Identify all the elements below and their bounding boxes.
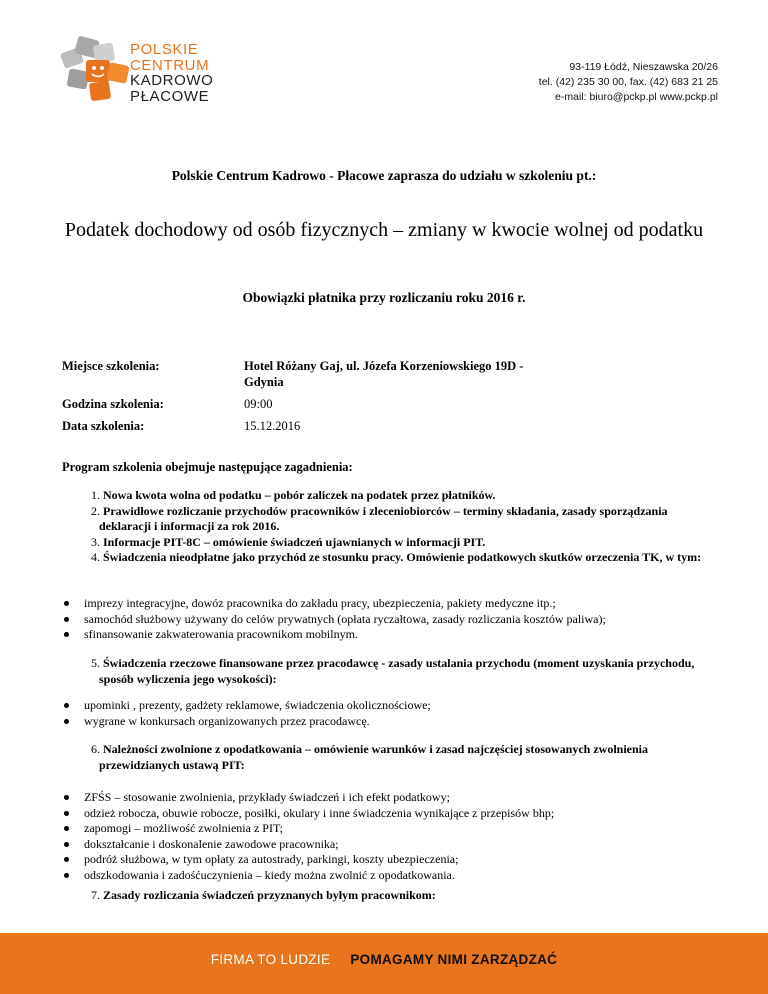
list-item: dokształcanie i doskonalenie zawodowe pracownika; [62, 837, 722, 853]
list-item: 6. Należności zwolnione z opodatkowania – omówienie warunków i zasad najczęściej stosowanych zwolnienia przewidzianych ustawą PIT: [91, 742, 648, 772]
footer-slogan-left: FIRMA TO LUDZIE [210, 952, 331, 967]
list-item: samochód służbowy używany do celów prywatnych (opłata ryczałtowa, zasady rozliczania kosztów paliwa); [62, 612, 722, 628]
bullet-list [62, 596, 722, 643]
program-point-5 [62, 656, 722, 687]
program-points-1-4 [62, 488, 722, 566]
list-item: odzież robocza, obuwie robocze, posiłki, okulary i inne świadczenia wynikające z przepisów bhp; [62, 806, 722, 822]
info-row-time [62, 396, 554, 412]
logo-line-3: KADROWO [130, 72, 214, 89]
info-row-date [62, 418, 554, 434]
list-item: odszkodowania i zadośćuczynienia – kiedy można zwolnić z opodatkowania. [62, 868, 722, 884]
training-subtitle: Obowiązki płatnika przy rozliczaniu roku 2016 r. [242, 290, 526, 305]
logo-line-1: POLSKIE [130, 41, 199, 58]
contact-address: 93-119 Łódź, Nieszawska 20/26 [569, 61, 718, 73]
bullets-point-6 [62, 790, 722, 883]
program-heading: Program szkolenia obejmuje następujące zagadnienia: [62, 460, 353, 474]
info-row-place [62, 358, 554, 390]
list-item: sfinansowanie zakwaterowania pracownikom mobilnym. [62, 627, 722, 643]
contact-phone: tel. (42) 235 30 00, fax. (42) 683 21 25 [538, 76, 718, 88]
list-item: 5. Świadczenia rzeczowe finansowane przez pracodawcę - zasady ustalania przychodu (moment uzyskania przychodu, sposób wyliczenia jego wysokości): [91, 656, 695, 686]
time-value: 09:00 [244, 397, 273, 411]
list-item: 3. Informacje PIT-8C – omówienie świadczeń ujawnianych w informacji PIT. [91, 534, 486, 549]
list-item: 2. Prawidłowe rozliczanie przychodów pracowników i zleceniobiorców – terminy składania, zasady sporządzania deklaracji i informacji za rok 2016. [91, 503, 668, 533]
list-item: upominki , prezenty, gadżety reklamowe, świadczenia okolicznościowe; [62, 698, 722, 714]
list-item: imprezy integracyjne, dowóz pracownika do zakładu pracy, ubezpieczenia, pakiety medyczne itp.; [62, 596, 722, 612]
place-value: Hotel Różany Gaj, ul. Józefa Korzeniowskiego 19D - Gdynia [244, 359, 524, 389]
invitation-line: Polskie Centrum Kadrowo - Płacowe zaprasza do udziału w szkoleniu pt.: [171, 168, 597, 183]
list-item: ZFŚS – stosowanie zwolnienia, przykłady świadczeń i ich efekt podatkowy; [62, 790, 722, 806]
list-item: 1. Nowa kwota wolna od podatku – pobór zaliczek na podatek przez płatników. [91, 488, 496, 502]
logo-wordmark [130, 42, 213, 104]
contact-email[interactable]: e-mail: biuro@pckp.pl www.pckp.pl [555, 91, 718, 103]
list-item: 4. Świadczenia nieodpłatne jako przychód ze stosunku pracy. Omówienie podatkowych skutków orzeczenia TK, w tym: [91, 550, 702, 564]
logo-line-2: CENTRUM [130, 56, 210, 74]
list-item: wygrane w konkursach organizowanych przez pracodawcę. [62, 714, 722, 730]
footer-slogan-right: POMAGAMY NIMI ZARZĄDZAĆ [350, 952, 558, 967]
contact-block [539, 60, 718, 105]
list-item: 7. Zasady rozliczania świadczeń przyznanych byłym pracownikom: [91, 888, 436, 902]
date-value: 15.12.2016 [244, 419, 301, 433]
program-point-7 [62, 888, 722, 904]
time-label: Godzina szkolenia: [62, 397, 164, 411]
bullets-point-5 [62, 698, 722, 729]
logo-line-4: PŁACOWE [130, 87, 210, 105]
date-label: Data szkolenia: [62, 419, 145, 433]
place-label: Miejsce szkolenia: [62, 359, 160, 373]
bullet-list [62, 698, 722, 729]
program-point-6 [62, 742, 722, 773]
bullet-list [62, 790, 722, 883]
training-title: Podatek dochodowy od osób fizycznych – zmiany w kwocie wolnej od podatku [64, 219, 704, 241]
bullets-point-4 [62, 596, 722, 643]
training-info [62, 358, 554, 440]
list-item: podróż służbowa, w tym opłaty za autostrady, parkingi, koszty ubezpieczenia; [62, 852, 722, 868]
list-item: zapomogi – możliwość zwolnienia z PIT; [62, 821, 722, 837]
footer-banner [0, 933, 768, 994]
numbered-list [62, 488, 722, 566]
